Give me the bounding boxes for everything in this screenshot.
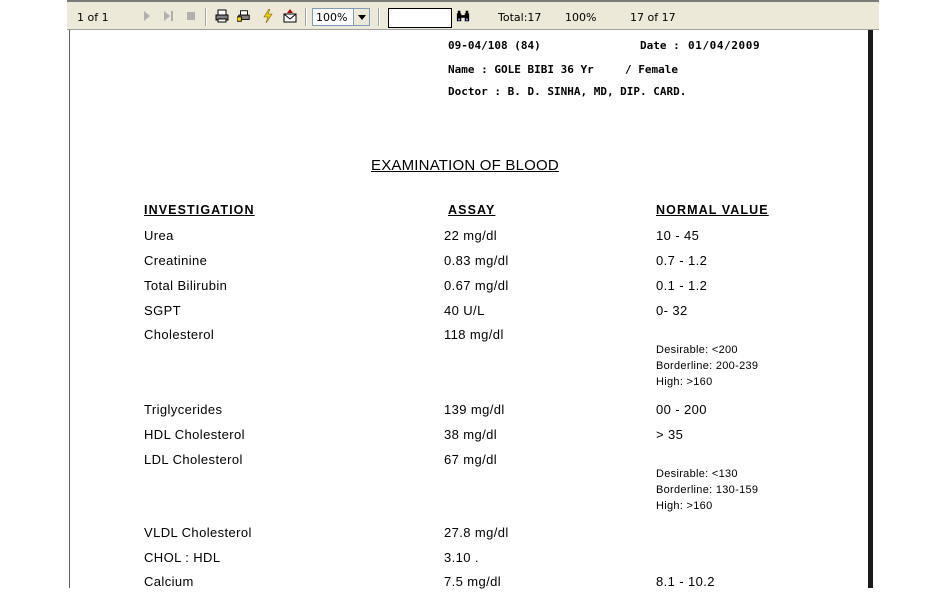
normal-value: 00 - 200 — [656, 402, 707, 417]
normal-value: > 35 — [656, 427, 684, 442]
assay-value: 40 U/L — [444, 303, 485, 318]
next-page-icon[interactable] — [140, 9, 154, 23]
count-label: 17 of 17 — [630, 11, 676, 24]
table-row — [0, 228, 946, 248]
report-title: EXAMINATION OF BLOOD — [371, 157, 559, 174]
zoom-value: 100% — [316, 11, 348, 24]
reference-number: 09-04/108 (84) — [448, 39, 541, 52]
investigation-name: HDL Cholesterol — [144, 427, 245, 442]
table-row — [0, 303, 946, 323]
table-row — [0, 427, 946, 447]
investigation-name: SGPT — [144, 303, 181, 318]
assay-value: 67 mg/dl — [444, 452, 498, 467]
reference-note: High: >160 — [656, 500, 713, 512]
investigation-name: CHOL : HDL — [144, 550, 221, 565]
investigation-name: Urea — [144, 228, 174, 243]
date-value: 01/04/2009 — [688, 39, 761, 52]
column-header-normal-value: NORMAL VALUE — [656, 203, 769, 217]
assay-value: 38 mg/dl — [444, 427, 498, 442]
toolbar-separator — [205, 8, 207, 26]
normal-value: 0.1 - 1.2 — [656, 278, 708, 293]
print-setup-icon[interactable] — [237, 9, 251, 23]
last-page-icon[interactable] — [161, 9, 175, 23]
assay-value: 3.10 . — [444, 550, 479, 565]
reference-note: Borderline: 200-239 — [656, 360, 759, 372]
table-row — [0, 525, 946, 545]
toolbar-separator — [305, 8, 307, 26]
toolbar-separator — [378, 8, 380, 26]
assay-value: 22 mg/dl — [444, 228, 498, 243]
assay-value: 139 mg/dl — [444, 402, 505, 417]
table-row — [0, 253, 946, 273]
search-input[interactable] — [388, 8, 452, 28]
assay-value: 27.8 mg/dl — [444, 525, 509, 540]
date-label: Date : — [640, 39, 680, 52]
export-icon[interactable] — [283, 9, 297, 23]
zoom-select[interactable] — [312, 8, 370, 26]
investigation-name: Cholesterol — [144, 327, 215, 342]
column-header-assay: ASSAY — [448, 203, 496, 217]
find-icon[interactable] — [456, 9, 470, 23]
percent-label: 100% — [565, 11, 597, 24]
stop-icon[interactable] — [184, 9, 198, 23]
investigation-name: Calcium — [144, 574, 194, 589]
table-row — [0, 278, 946, 298]
reference-note: Borderline: 130-159 — [656, 484, 759, 496]
table-row — [0, 327, 946, 347]
chevron-down-icon[interactable] — [353, 9, 369, 25]
print-icon[interactable] — [215, 9, 229, 23]
patient-name: Name : GOLE BIBI 36 Yr — [448, 63, 594, 76]
column-header-investigation: INVESTIGATION — [144, 203, 255, 217]
table-row — [0, 550, 946, 570]
normal-value: 0.7 - 1.2 — [656, 253, 708, 268]
reference-note: High: >160 — [656, 376, 713, 388]
table-row — [0, 574, 946, 594]
investigation-name: Creatinine — [144, 253, 208, 268]
reference-note: Desirable: <130 — [656, 468, 738, 480]
patient-gender: / Female — [625, 63, 678, 76]
investigation-name: LDL Cholesterol — [144, 452, 243, 467]
investigation-name: VLDL Cholesterol — [144, 525, 252, 540]
investigation-name: Triglycerides — [144, 402, 223, 417]
assay-value: 0.67 mg/dl — [444, 278, 509, 293]
page-indicator: 1 of 1 — [77, 11, 109, 24]
reference-note: Desirable: <200 — [656, 344, 738, 356]
viewer-toolbar — [67, 0, 879, 30]
normal-value: 0- 32 — [656, 303, 688, 318]
assay-value: 7.5 mg/dl — [444, 574, 502, 589]
assay-value: 0.83 mg/dl — [444, 253, 509, 268]
table-row — [0, 452, 946, 472]
total-label: Total:17 — [498, 11, 542, 24]
assay-value: 118 mg/dl — [444, 327, 504, 342]
normal-value: 10 - 45 — [656, 228, 700, 243]
table-row — [0, 402, 946, 422]
doctor-name: Doctor : B. D. SINHA, MD, DIP. CARD. — [448, 85, 687, 98]
refresh-icon[interactable] — [261, 9, 275, 23]
normal-value: 8.1 - 10.2 — [656, 574, 715, 589]
investigation-name: Total Bilirubin — [144, 278, 228, 293]
